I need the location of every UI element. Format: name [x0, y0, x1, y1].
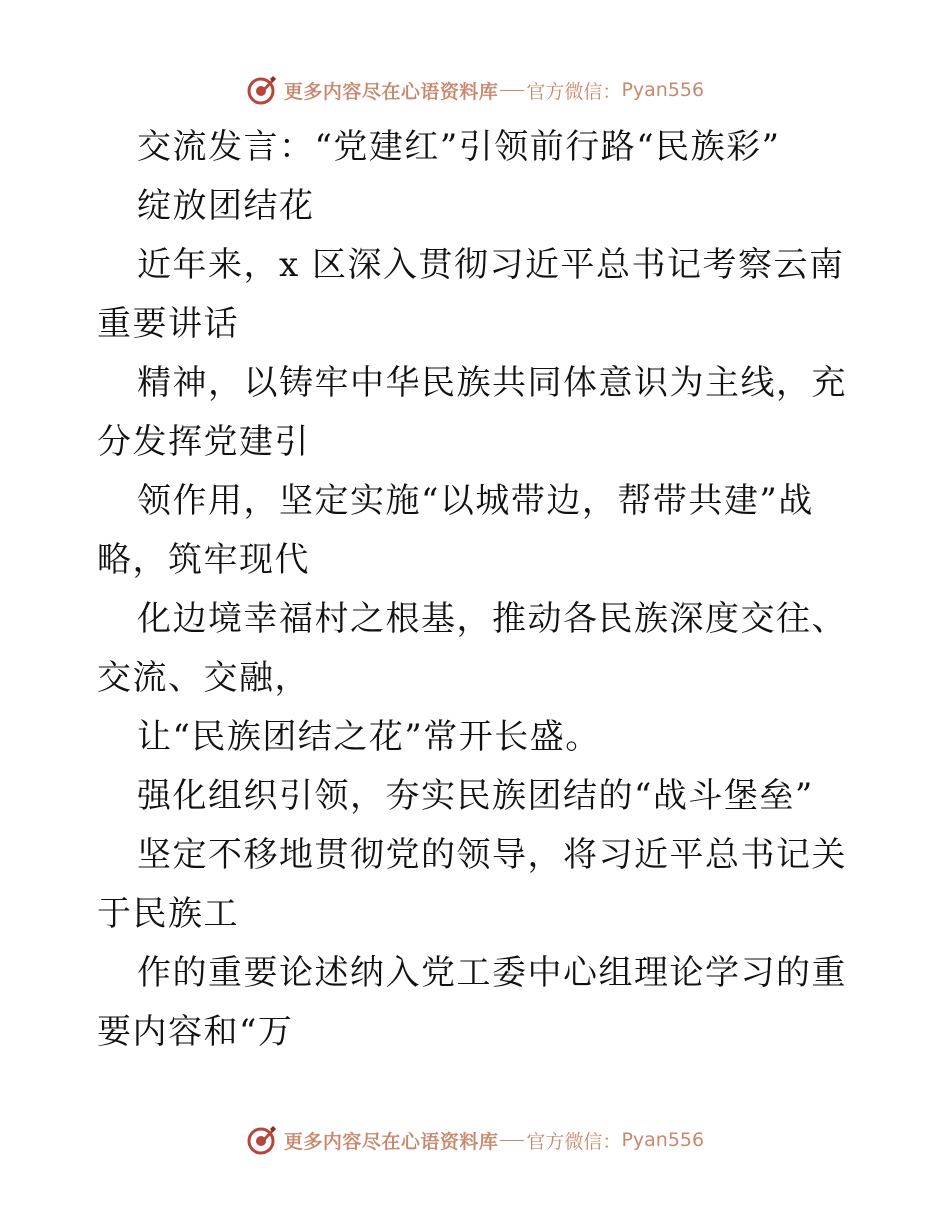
document-title-line-1: 交流发言：“党建红”引领前行路“民族彩” [137, 127, 781, 167]
body-paragraph: 让“民族团结之花”常开长盛。 [137, 717, 601, 757]
banner-wechat-id: Pyan556 [621, 79, 705, 101]
quill-logo-icon [246, 1124, 278, 1156]
document-body [97, 118, 857, 1062]
footer-banner [0, 1120, 950, 1160]
section-heading: 强化组织引领，夯实民族团结的“战斗堡垒” [137, 776, 814, 816]
header-banner [0, 70, 950, 110]
banner-site-text: 更多内容尽在心语资料库 [283, 80, 499, 103]
body-paragraph: 领作用，坚定实施“以城带边，帮带共建”战略，筑牢现代 [97, 481, 814, 580]
body-paragraph: 坚定不移地贯彻党的领导，将习近平总书记关于民族工 [97, 835, 847, 934]
body-paragraph: 化边境幸福村之根基，推动各民族深度交往、交流、交融， [97, 599, 847, 698]
banner-dash [500, 1140, 524, 1141]
body-paragraph: 精神，以铸牢中华民族共同体意识为主线，充分发挥党建引 [97, 363, 847, 462]
document-title-line-2: 绽放团结花 [137, 186, 315, 226]
body-paragraph: 近年来，x 区深入贯彻习近平总书记考察云南重要讲话 [97, 245, 845, 344]
banner-official-label: 官方微信： [526, 1130, 622, 1153]
quill-logo-icon [246, 74, 278, 106]
banner-wechat-id: Pyan556 [621, 1129, 705, 1151]
banner-official-label: 官方微信： [526, 80, 622, 103]
banner-dash [500, 90, 524, 91]
body-paragraph: 作的重要论述纳入党工委中心组理论学习的重要内容和“万 [97, 953, 847, 1052]
banner-site-text: 更多内容尽在心语资料库 [283, 1130, 499, 1153]
